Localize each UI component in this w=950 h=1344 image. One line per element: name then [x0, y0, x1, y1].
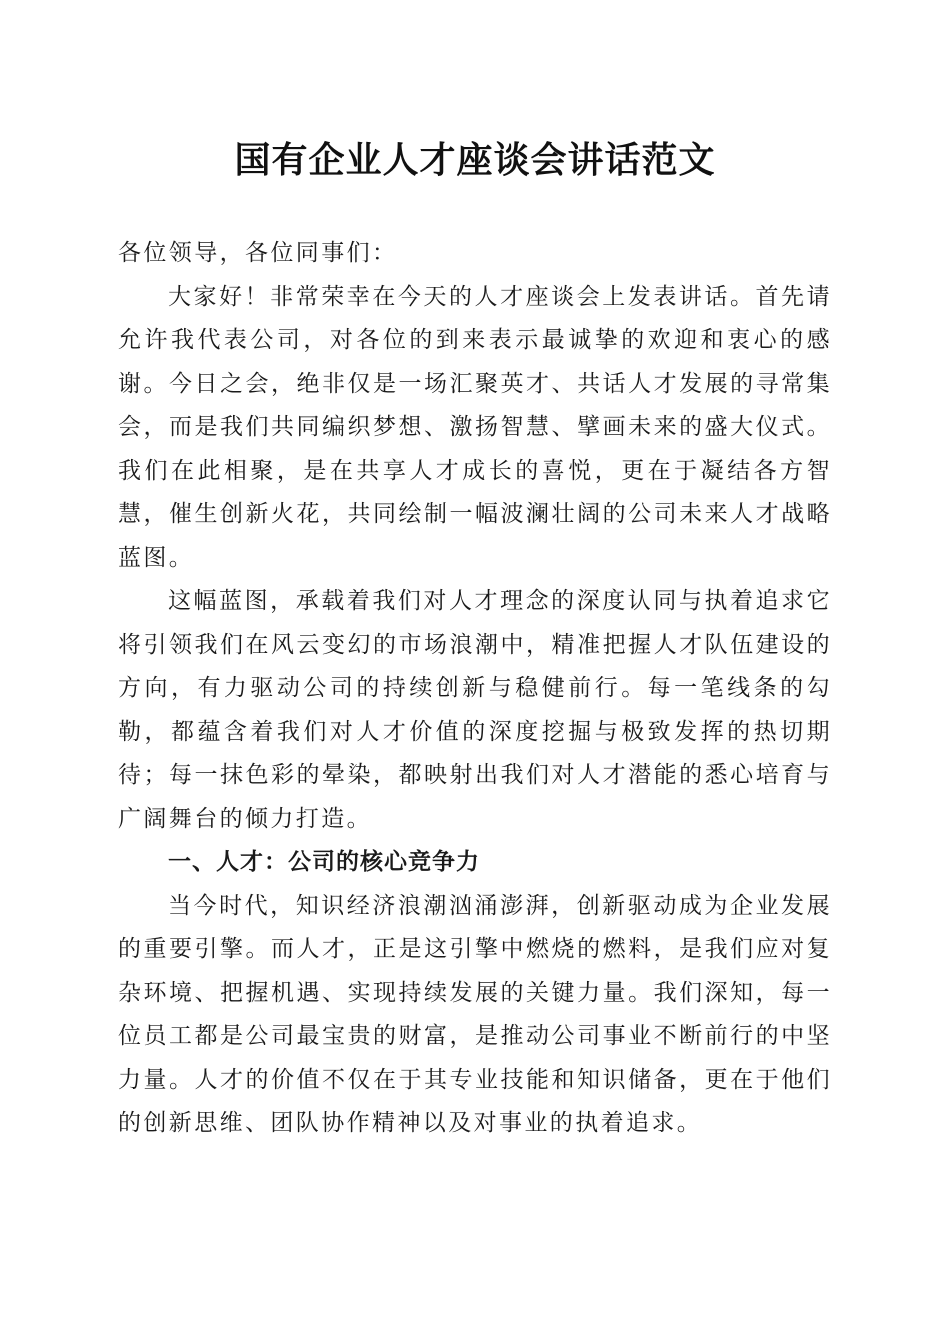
section-heading: 一、人才：公司的核心竞争力 [168, 849, 480, 875]
document-body [118, 232, 832, 1146]
paragraph-blueprint: 这幅蓝图，承载着我们对人才理念的深度认同与执着追求它将引领我们在风云变幻的市场浪潮中，精准把握人才队伍建设的方向，有力驱动公司的持续创新与稳健前行。每一笔线条的勾勒，都蕴含着我们对人才价值的深度挖掘与极致发挥的热切期待；每一抹色彩的晕染，都映射出我们对人才潜能的悉心培育与广阔舞台的倾力打造。 [118, 588, 832, 832]
salutation: 各位领导，各位同事们： [118, 240, 398, 266]
paragraph-intro: 大家好！非常荣幸在今天的人才座谈会上发表讲话。首先请允许我代表公司，对各位的到来表示最诚挚的欢迎和衷心的感谢。今日之会，绝非仅是一场汇聚英才、共话人才发展的寻常集会，而是我们共同编织梦想、激扬智慧、擘画未来的盛大仪式。我们在此相聚，是在共享人才成长的喜悦，更在于凝结各方智慧，催生创新火花，共同绘制一幅波澜壮阔的公司未来人才战略蓝图。 [118, 283, 832, 571]
paragraph-section-one: 当今时代，知识经济浪潮汹涌澎湃，创新驱动成为企业发展的重要引擎。而人才，正是这引擎中燃烧的燃料，是我们应对复杂环境、把握机遇、实现持续发展的关键力量。我们深知，每一位员工都是公司最宝贵的财富，是推动公司事业不断前行的中坚力量。人才的价值不仅在于其专业技能和知识储备，更在于他们的创新思维、团队协作精神以及对事业的执着追求。 [118, 892, 832, 1136]
document-title: 国有企业人才座谈会讲话范文 [234, 139, 716, 181]
